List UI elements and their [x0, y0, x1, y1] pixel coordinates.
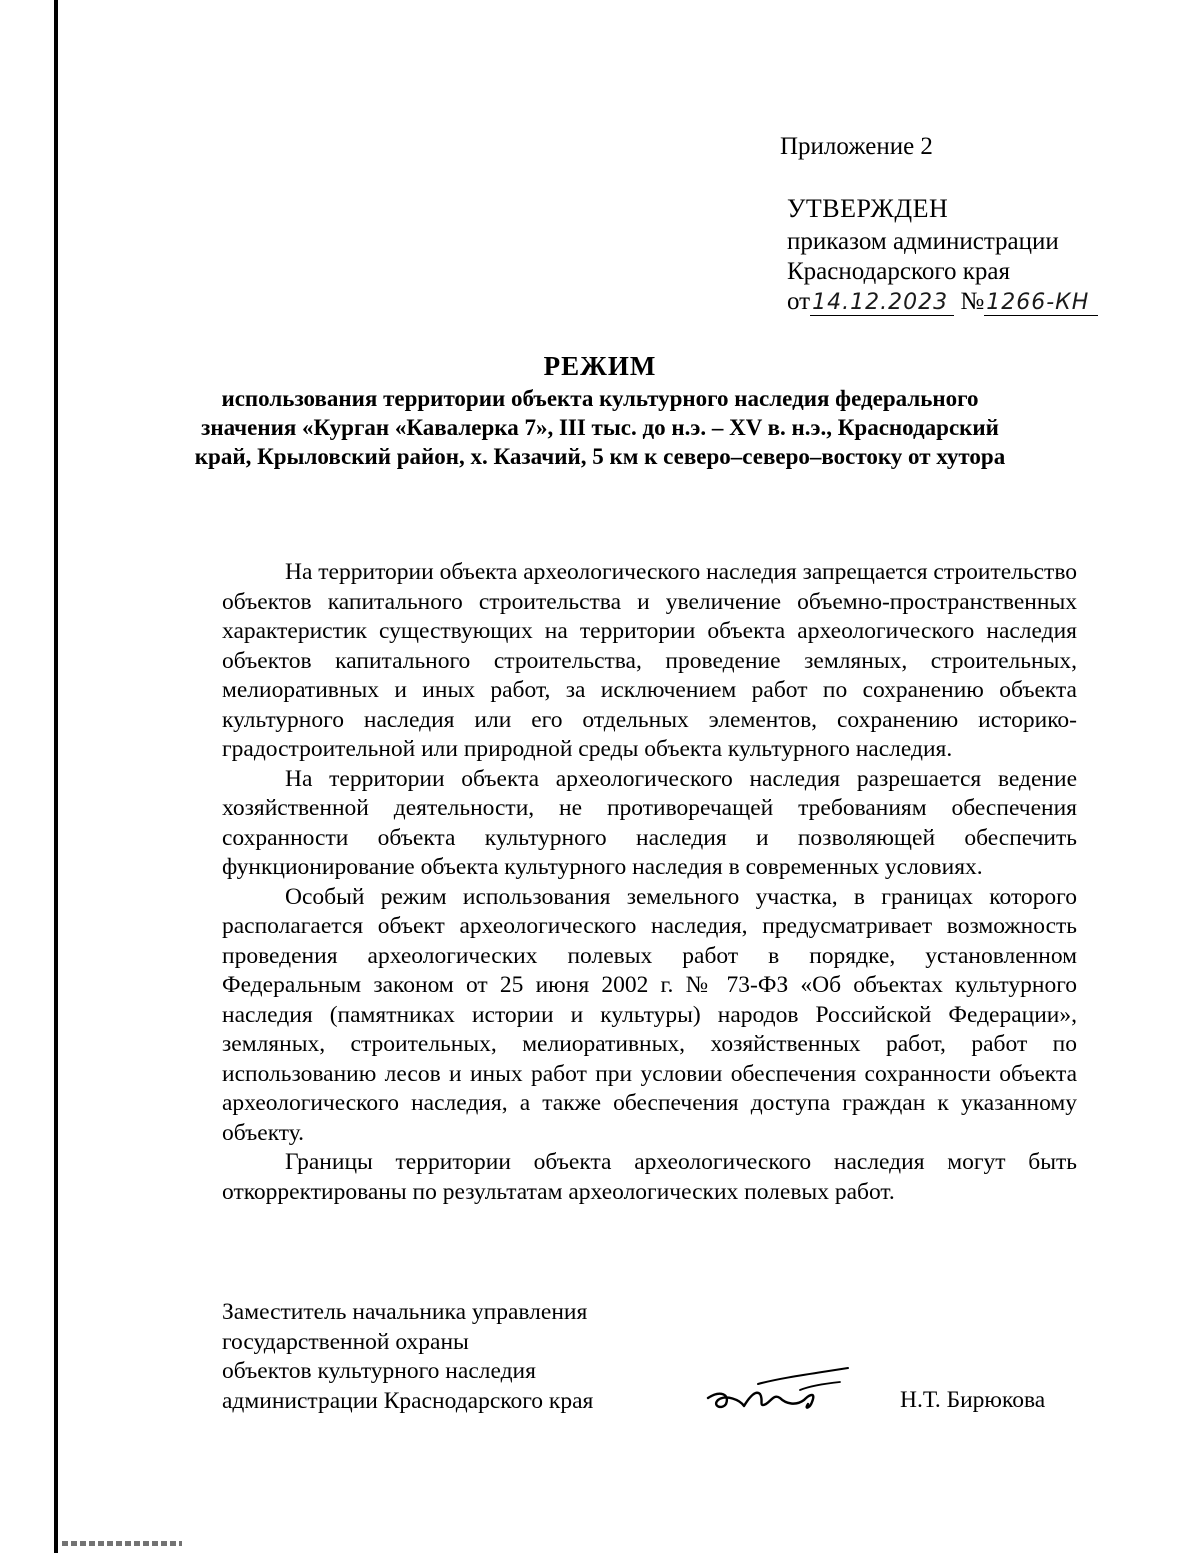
approval-line-2: Краснодарского края — [787, 258, 1010, 285]
position-line-4: администрации Краснодарского края — [222, 1387, 594, 1414]
handwritten-number: 1266-КН — [984, 291, 1098, 316]
signer-name: Н.Т. Бирюкова — [900, 1387, 1046, 1413]
document-title — [170, 350, 1030, 471]
paragraph-1: На территории объекта археологического наследия запрещается строительство объектов капитального строительства и увеличение объемно-пространственных характеристик существующих на территории объекта археологического наследия объектов капитального строительства, проведение земляных, строительных, мелиоративных и иных работ, за исключением работ по сохранению объекта культурного наследия или его отдельных элементов, сохранению историко-градостроительной или природной среды объекта культурного наследия. — [222, 559, 1077, 762]
position-line-2: государственной охраны — [222, 1328, 469, 1355]
approved-heading: УТВЕРЖДЕН — [787, 194, 949, 223]
scan-artifact — [62, 1541, 182, 1546]
document-body — [222, 558, 1077, 1207]
paragraph-3: Особый режим использования земельного участка, в границах которого располагается объект археологического наследия, предусматривает возможность проведения археологических полевых работ в порядке, установленном Федеральным законом от 25 июня 2002 г. № 73-ФЗ «Об объектах культурного наследия (памятниках истории и культуры) народов Российской Федерации», земляных, строительных, мелиоративных, хозяйственных работ, работ по использованию лесов и иных работ при условии обеспечения сохранности объекта археологического наследия, а также обеспечения доступа граждан к указанному объекту. — [222, 883, 1077, 1146]
approval-stamp — [787, 194, 1098, 319]
handwritten-date: 14.12.2023 — [810, 291, 954, 316]
date-prefix: от — [787, 288, 811, 315]
annex-label: Приложение 2 — [780, 133, 933, 160]
scan-left-edge — [54, 0, 58, 1553]
paragraph-2: На территории объекта археологического наследия разрешается ведение хозяйственной деятельности, не противоречащей требованиям обеспечения сохранности объекта культурного наследия и позволяющей обеспечить функционирование объекта культурного наследия в современных условиях. — [222, 765, 1077, 880]
handwritten-signature — [700, 1360, 860, 1430]
position-line-3: объектов культурного наследия — [222, 1358, 536, 1384]
title-subtitle: использования территории объекта культурного наследия федерального значения «Курган «Кавалерка 7», III тыс. до н.э. – XV в. н.э., Краснодарский край, Крыловский район, х. Казачий, 5 км к северо–северо–востоку от хутора — [194, 386, 1006, 469]
title-main: РЕЖИМ — [543, 351, 657, 381]
approval-line-1: приказом администрации — [787, 228, 1059, 255]
position-line-1: Заместитель начальника управления — [222, 1299, 588, 1325]
number-prefix: № — [960, 288, 985, 315]
signatory-position — [222, 1298, 593, 1416]
order-date-number — [787, 287, 1098, 319]
paragraph-4: Границы территории объекта археологического наследия могут быть откорректированы по результатам археологических полевых работ. — [222, 1149, 1077, 1205]
